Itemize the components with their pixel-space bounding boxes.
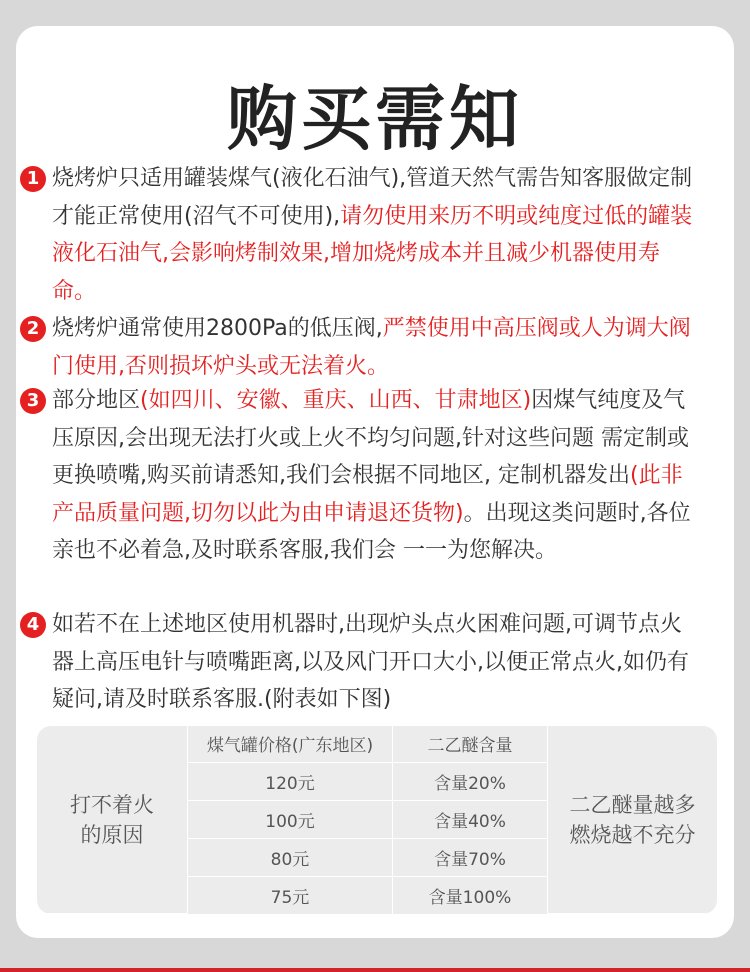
- notice-text-normal: 烧烤炉通常使用2800Pa的低压阀,: [52, 316, 383, 341]
- notice-text-warning: 严禁使用中高压阀或人为调大阀门使用,否则损坏炉头或无法着火。: [52, 316, 691, 379]
- notice-text-3: [52, 382, 700, 570]
- notice-text-4: [52, 606, 700, 719]
- table-cell-ether: 含量70%: [393, 838, 548, 876]
- notice-text-warning: (此非产品质量问题,切勿以此为由申请退还货物): [52, 463, 683, 526]
- region-list: (如四川、安徽、重庆、山西、甘肃地区): [140, 388, 532, 413]
- number-badge-4: 4: [20, 612, 46, 638]
- bottom-divider: [0, 968, 750, 972]
- number-badge-3: 3: [20, 388, 46, 414]
- table-header-price: 煤气罐价格(广东地区): [188, 726, 393, 762]
- notice-text-normal: 烧烤炉只适用罐装煤气(液化石油气),管道天然气需告知客服做定制才能正常使用(沼气不可使用),: [52, 166, 693, 229]
- notice-item-2: [20, 310, 700, 385]
- number-badge-1: 1: [20, 166, 46, 192]
- number-badge-2: 2: [20, 316, 46, 342]
- table-cell-price: 100元: [188, 800, 393, 838]
- notice-text-normal: 如若不在上述地区使用机器时,出现炉头点火困难问题,可调节点火器上高压电针与喷嘴距离,以及风门开口大小,以便正常点火,如仍有疑问,请及时联系客服.(附表如下图): [52, 612, 689, 712]
- gas-price-table: [37, 726, 717, 914]
- page-title: 购买需知: [227, 78, 523, 160]
- notice-item-1: [20, 160, 700, 310]
- table-cell-ether: 含量20%: [393, 762, 548, 800]
- notice-text-warning: 请勿使用来历不明或纯度过低的罐装液化石油气,会影响烤制效果,增加烧烤成本并且减少机器使用寿命。: [52, 203, 693, 304]
- notice-text-normal: 。出现这类问题时,各位亲也不必着急,及时联系客服,我们会 一一为您解决。: [52, 500, 691, 563]
- notice-text-normal: 部分地区: [52, 388, 141, 413]
- table-header-ether: 二乙醚含量: [393, 726, 548, 762]
- table-cell-price: 120元: [188, 762, 393, 800]
- table-cell-ether: 含量100%: [393, 876, 548, 913]
- table-left-label: 打不着火 的原因: [37, 726, 188, 914]
- notice-item-3: [20, 382, 700, 570]
- notice-text-normal: 因煤气纯度及气压原因,会出现无法打火或上火不均匀问题,针对这些问题 需定制或更换喷嘴,购买前请悉知,我们会根据不同地区, 定制机器发出: [52, 388, 689, 488]
- notice-text-2: [52, 310, 700, 385]
- table-cell-ether: 含量40%: [393, 800, 548, 838]
- table-cell-price: 80元: [188, 838, 393, 876]
- table-right-label: 二乙醚量越多 燃烧越不充分: [548, 726, 718, 914]
- notice-item-4: [20, 606, 700, 719]
- notice-text-1: [52, 160, 700, 310]
- table-cell-price: 75元: [188, 876, 393, 913]
